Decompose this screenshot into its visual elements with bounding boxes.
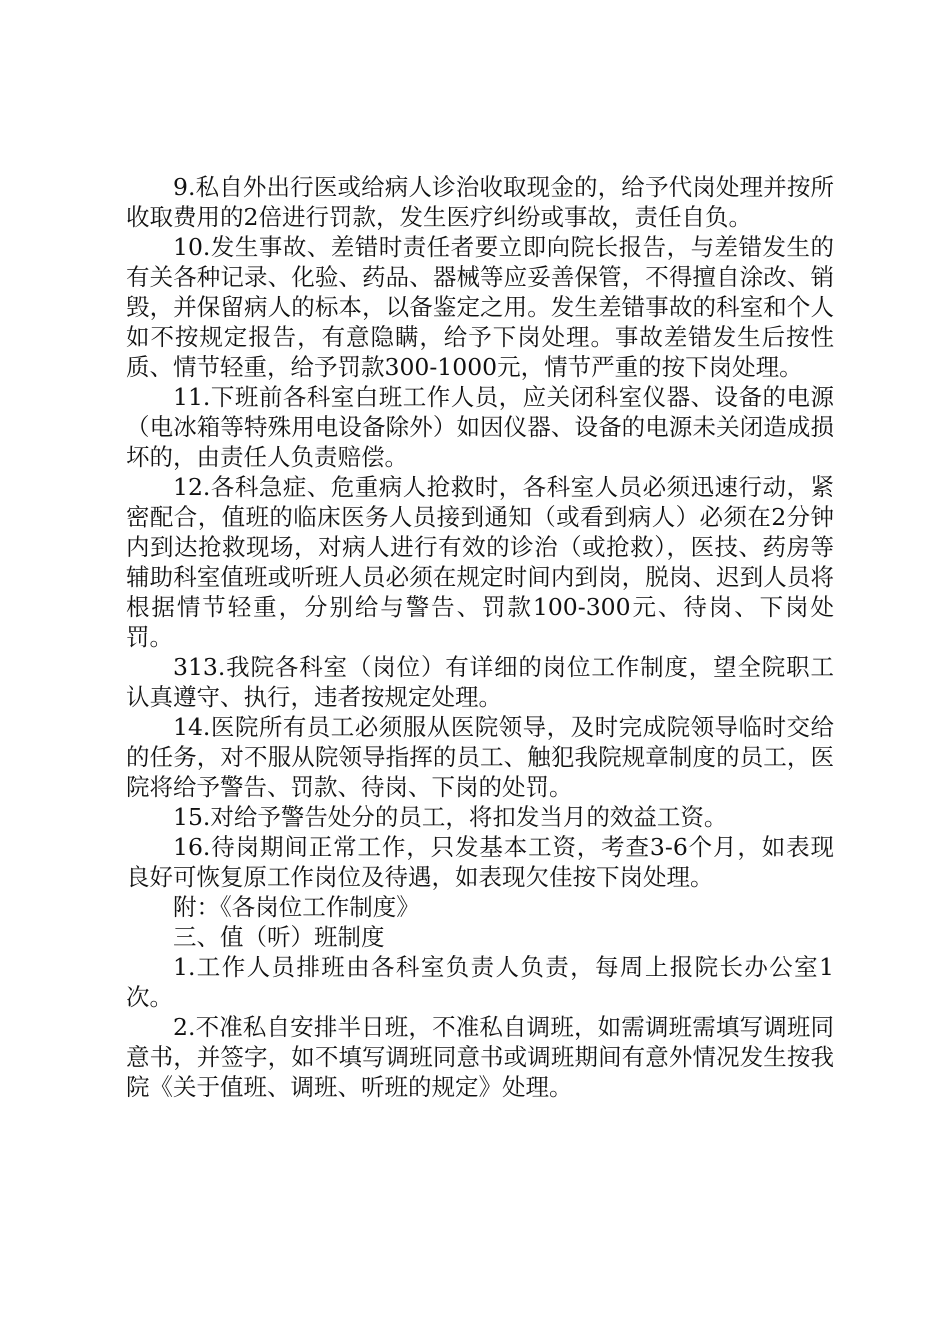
paragraph-item-13: 313.我院各科室（岗位）有详细的岗位工作制度，望全院职工认真遵守、执行，违者按规定处理。	[126, 653, 834, 711]
paragraph-item-12: 12.各科急症、危重病人抢救时，各科室人员必须迅速行动，紧密配合，值班的临床医务人员接到通知（或看到病人）必须在2分钟内到达抢救现场，对病人进行有效的诊治（或抢救），医技、药房等辅助科室值班或听班人员必须在规定时间内到岗，脱岗、迟到人员将根据情节轻重，分别给与警告、罚款100-300元、待岗、下岗处罚。	[126, 473, 834, 651]
attachment-note: 附：《各岗位工作制度》	[173, 893, 420, 921]
section-heading: 三、值（听）班制度	[173, 923, 385, 951]
duty-rule-item-2: 2.不准私自安排半日班，不准私自调班，如需调班需填写调班同意书，并签字，如不填写调班同意书或调班期间有意外情况发生按我院《关于值班、调班、听班的规定》处理。	[126, 1013, 834, 1101]
paragraph-item-16: 16.待岗期间正常工作，只发基本工资，考查3-6个月，如表现良好可恢复原工作岗位及待遇，如表现欠佳按下岗处理。	[126, 833, 834, 891]
paragraph-item-10: 10.发生事故、差错时责任者要立即向院长报告，与差错发生的有关各种记录、化验、药品、器械等应妥善保管，不得擅自涂改、销毁，并保留病人的标本，以备鉴定之用。发生差错事故的科室和个人如不按规定报告，有意隐瞒，给予下岗处理。事故差错发生后按性质、情节轻重，给予罚款300-1000元，情节严重的按下岗处理。	[126, 233, 834, 381]
paragraph-item-9: 9.私自外出行医或给病人诊治收取现金的，给予代岗处理并按所收取费用的2倍进行罚款，发生医疗纠纷或事故，责任自负。	[126, 173, 834, 231]
paragraph-item-15: 15.对给予警告处分的员工，将扣发当月的效益工资。	[173, 803, 728, 831]
duty-rule-item-1: 1.工作人员排班由各科室负责人负责，每周上报院长办公室1次。	[126, 953, 834, 1011]
document-body	[126, 172, 834, 1102]
paragraph-item-14: 14.医院所有员工必须服从医院领导，及时完成院领导临时交给的任务，对不服从院领导指挥的员工、触犯我院规章制度的员工，医院将给予警告、罚款、待岗、下岗的处罚。	[126, 713, 834, 801]
paragraph-item-11: 11.下班前各科室白班工作人员，应关闭科室仪器、设备的电源（电冰箱等特殊用电设备除外）如因仪器、设备的电源未关闭造成损坏的，由责任人负责赔偿。	[126, 383, 834, 471]
